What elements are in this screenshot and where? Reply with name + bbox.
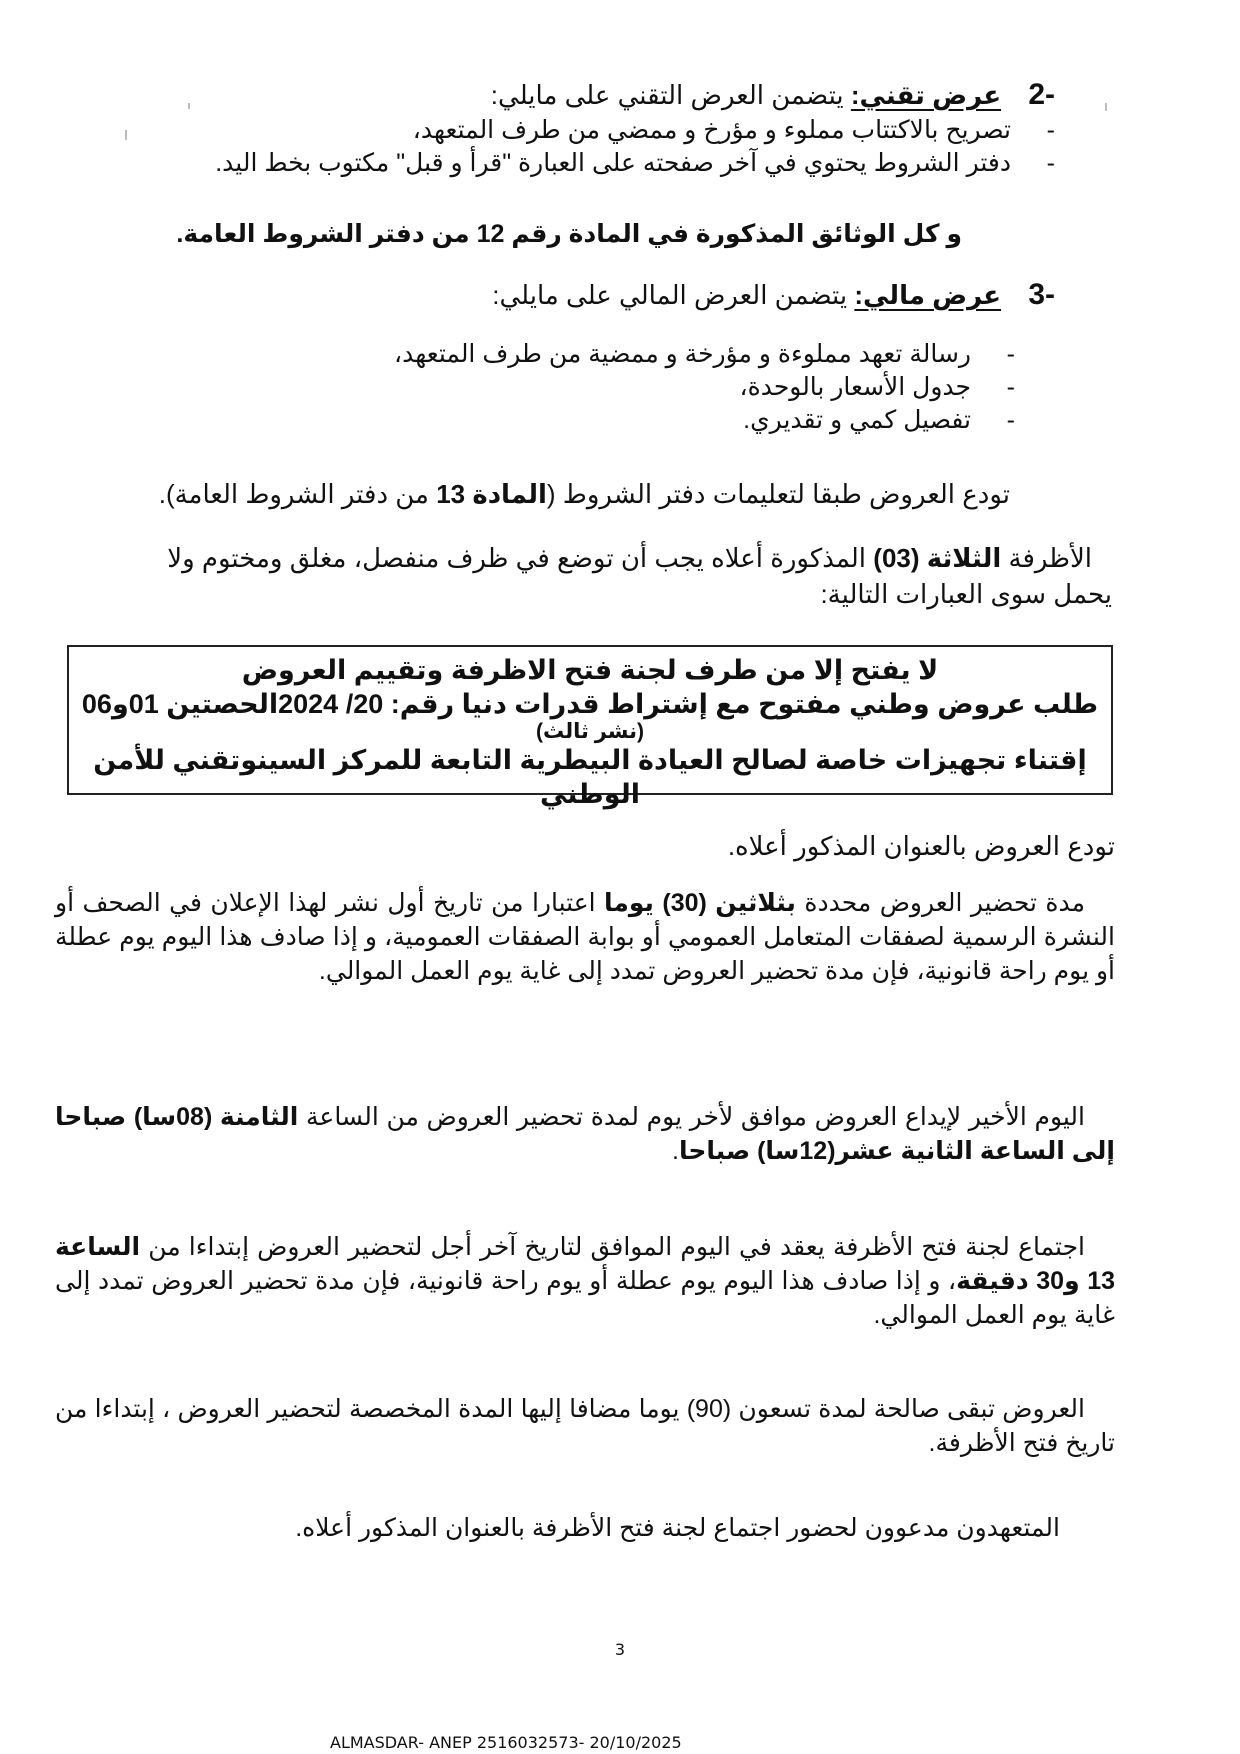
address-note: تودع العروض بالعنوان المذكور أعلاه. [727, 831, 1115, 861]
list-item: -رسالة تعهد مملوءة و مؤرخة و ممضية من طرف المتعهد، [394, 340, 1015, 368]
envelopes-paragraph: الأظرفة الثلاثة (03) المذكورة أعلاه يجب أن توضع في ظرف منفصل، مغلق ومختوم ولا يحمل سوى العبارات التالية: [167, 543, 1112, 609]
notice-line-4: إقتناء تجهيزات خاصة لصالح العيادة البيطرية التابعة للمركز السينوتقني للأمن الوطني [93, 745, 1087, 809]
section-2-number: -2 [1028, 78, 1055, 111]
scan-speck [1105, 103, 1107, 111]
section-3-intro: يتضمن العرض المالي على مايلي: [492, 280, 848, 310]
section-3-number: -3 [1028, 278, 1055, 311]
section-2-title: عرض تقني: [850, 80, 1002, 110]
validity-paragraph: العروض تبقى صالحة لمدة تسعون (90) يوما مضافا إليها المدة المخصصة لتحضير العروض ، إبتداءا من تاريخ فتح الأظرفة. [55, 1395, 1115, 1457]
section-3-heading [492, 278, 1055, 312]
boxed-notice [67, 645, 1113, 809]
section-3-list [394, 338, 1015, 437]
footer-reference: ALMASDAR- ANEP 2516032573- 20/10/2025 [330, 1733, 682, 1752]
section-2-heading [491, 78, 1055, 112]
list-item: -جدول الأسعار بالوحدة، [739, 373, 1015, 401]
notice-line-3: (نشر ثالث) [535, 720, 645, 743]
notice-line-2: طلب عروض وطني مفتوح مع إشتراط قدرات دنيا رقم: 20/ 2024الحصتين 01و06 [81, 689, 1099, 719]
preparation-period-paragraph: مدة تحضير العروض محددة بثلاثين (30) يوما اعتبارا من تاريخ أول نشر لهذا الإعلان في الصحف أو النشرة الرسمية لصفقات المتعامل العمومي أو بوابة الصفقات العمومية، و إذا صادف هذا اليوم يوم عطلة أو يوم راحة قانونية، فإن مدة تحضير العروض تمدد إلى غاية يوم العمل الموالي. [55, 889, 1115, 985]
deposit-instructions: تودع العروض طبقا لتعليمات دفتر الشروط (المادة 13 من دفتر الشروط العامة). [158, 479, 1010, 509]
scan-speck [125, 130, 127, 140]
scan-speck [188, 103, 190, 109]
list-item: -دفتر الشروط يحتوي في آخر صفحته على العبارة "قرأ و قبل" مكتوب بخط اليد. [215, 149, 1055, 177]
invitation-paragraph: المتعهدون مدعوون لحضور اجتماع لجنة فتح الأظرفة بالعنوان المذكور أعلاه. [295, 1514, 1060, 1542]
notice-line-1: لا يفتح إلا من طرف لجنة فتح الاظرفة وتقييم العروض [241, 655, 939, 685]
section-2-note: و كل الوثائق المذكورة في المادة رقم 12 من دفتر الشروط العامة. [176, 220, 962, 248]
section-2-intro: يتضمن العرض التقني على مايلي: [490, 80, 844, 110]
section-3-title: عرض مالي: [854, 280, 1002, 310]
last-day-paragraph: اليوم الأخير لإيداع العروض موافق لأخر يوم لمدة تحضير العروض من الساعة الثامنة (08سا) صباحا إلى الساعة الثانية عشر(12سا) صباحا. [55, 1103, 1115, 1165]
page-number: 3 [614, 1640, 626, 1659]
list-item: -تفصيل كمي و تقديري. [743, 406, 1015, 434]
opening-meeting-paragraph: اجتماع لجنة فتح الأظرفة يعقد في اليوم الموافق لتاريخ آخر أجل لتحضير العروض إبتداءا من الساعة 13 و30 دقيقة، و إذا صادف هذا اليوم يوم عطلة أو يوم راحة قانونية، فإن مدة تحضير العروض تمدد إلى غاية يوم العمل الموالي. [55, 1233, 1115, 1329]
list-item: -تصريح بالاكتتاب مملوء و مؤرخ و ممضي من طرف المتعهد، [412, 116, 1055, 144]
section-2-list [215, 114, 1055, 180]
